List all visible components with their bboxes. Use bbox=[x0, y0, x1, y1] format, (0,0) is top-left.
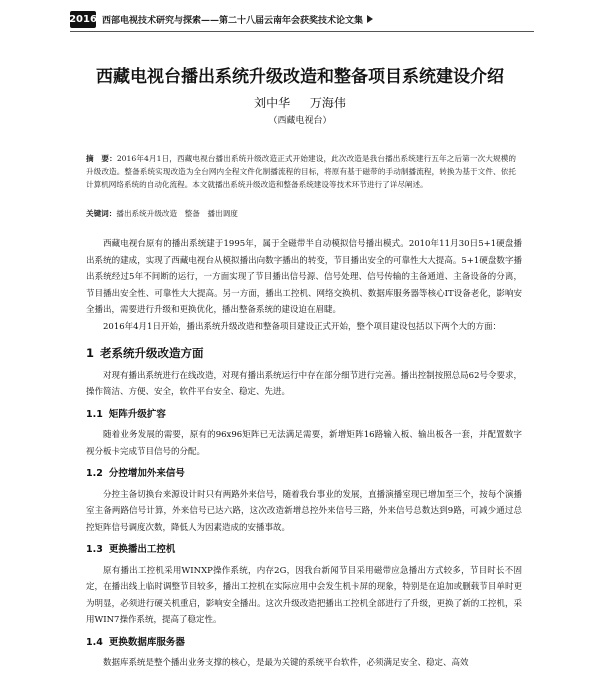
arrow-icon bbox=[367, 15, 373, 23]
subsection-number: 1.2 bbox=[86, 468, 103, 479]
subsection-heading bbox=[86, 542, 522, 559]
body-text bbox=[86, 236, 522, 672]
section-number: 1 bbox=[86, 346, 95, 360]
header-divider bbox=[70, 31, 534, 32]
subsection-heading bbox=[86, 635, 522, 652]
intro-paragraph-2: 2016年4月1日开始，播出系统升级改造和整备项目建设正式开始，整个项目建设包括以下两个大的方面： bbox=[103, 321, 501, 332]
intro-paragraph-1: 西藏电视台原有的播出系统建于1995年，属于全磁带半自动模拟信号播出模式。2010年11月30日5+1硬盘播出系统的建成，实现了西藏电视台从模拟播出向数字播出的转变，节目播出安全的可靠性大大提高。5+1硬盘数字播出系统经过5年不间断的运行，一方面实现了节目播出信号源、信号处理、信号传输的主备通道、主备设备的分离，节目播出安全性、可靠性大大提高。另一方面，播出工控机、网络交换机、数据库服务器等核心IT设备老化，影响安全播出，需要进行升级和更换优化，播出整备系统的建设迫在眉睫。 bbox=[86, 239, 522, 315]
subsection-title: 矩阵升级扩容 bbox=[108, 408, 166, 420]
subsection-text: 随着业务发展的需要，原有的96x96矩阵已无法满足需要，新增矩阵16路输入板、输出板各一套，并配置数字视分板卡完成节目信号的分配。 bbox=[86, 430, 522, 457]
author-2: 万海伟 bbox=[309, 96, 346, 110]
subsection-heading bbox=[86, 466, 522, 483]
running-header bbox=[70, 10, 373, 28]
section-intro: 对现有播出系统进行在线改造，对现有播出系统运行中存在部分细节进行完善。播出控制按照总局62号令要求，操作简洁、方便、安全，软件平台安全、稳定、先进。 bbox=[86, 370, 522, 397]
subsection-title: 分控增加外来信号 bbox=[108, 468, 185, 479]
subsection-text: 分控主备切换台来源设计时只有两路外来信号，随着我台事业的发展，直播演播室现已增加至三个，按每个演播室主备两路信号计算，外来信号已达六路，这次改造新增总控外来信号三路，外来信号总数达到9路，可减少通过总控矩阵信号调度次数，降低人为因素造成的安播事故。 bbox=[86, 489, 522, 533]
paper-title: 西藏电视台播出系统升级改造和整备项目系统建设介绍 bbox=[96, 67, 504, 87]
subsection-number: 1.4 bbox=[86, 636, 103, 648]
subsection-number: 1.1 bbox=[86, 408, 103, 420]
subsection-text: 数据库系统是整个播出业务支撑的核心，是最为关键的系统平台软件，必须满足安全、稳定、高效 bbox=[103, 658, 469, 668]
abstract-text: 2016年4月1日，西藏电视台播出系统升级改造正式开始建设，此次改造是我台播出系统建行五年之后第一次大规模的升级改造。整备系统实现改造为全台网内全程文件化制播流程的目标，将原有基于磁带的手动制播流程，转换为基于文件、依托计算机网络系统的自动化流程。本文就播出系统升级改造和整备系统建设等技术环节进行了详尽阐述。 bbox=[86, 154, 517, 189]
keywords-label: 关键词： bbox=[86, 209, 117, 218]
subsection-text: 原有播出工控机采用WINXP操作系统，内存2G，因我台新闻节目采用磁带应急播出方式较多，节目时长不固定，在播出线上临时调整节目较多，播出工控机在实际应用中会发生机卡屏的现象，特别是在追加或删载节目单时更为明显，必须进行硬关机重启，影响安全播出。这次升级改造把播出工控机全部进行了升级，更换了新的工控机，采用WIN7操作系统，提高了稳定性。 bbox=[86, 565, 522, 625]
authors bbox=[0, 94, 600, 111]
section-heading bbox=[86, 345, 522, 362]
affiliation: （西藏电视台） bbox=[268, 116, 332, 126]
subsection-title: 更换播出工控机 bbox=[108, 544, 176, 555]
running-header-text: 西部电视技术研究与探索——第二十八届云南年会获奖技术论文集 bbox=[102, 15, 364, 26]
subsection-heading bbox=[86, 407, 522, 424]
subsection-title: 更换数据库服务器 bbox=[108, 636, 185, 648]
year-badge: 2016 bbox=[70, 11, 96, 28]
author-1: 刘中华 bbox=[254, 96, 291, 110]
abstract bbox=[86, 152, 516, 191]
abstract-label: 摘 要： bbox=[86, 154, 117, 163]
section-title: 老系统升级改造方面 bbox=[100, 346, 204, 360]
keywords bbox=[86, 208, 516, 219]
subsection-number: 1.3 bbox=[86, 544, 103, 555]
keywords-text: 播出系统升级改造 整备 播出调度 bbox=[116, 209, 238, 218]
